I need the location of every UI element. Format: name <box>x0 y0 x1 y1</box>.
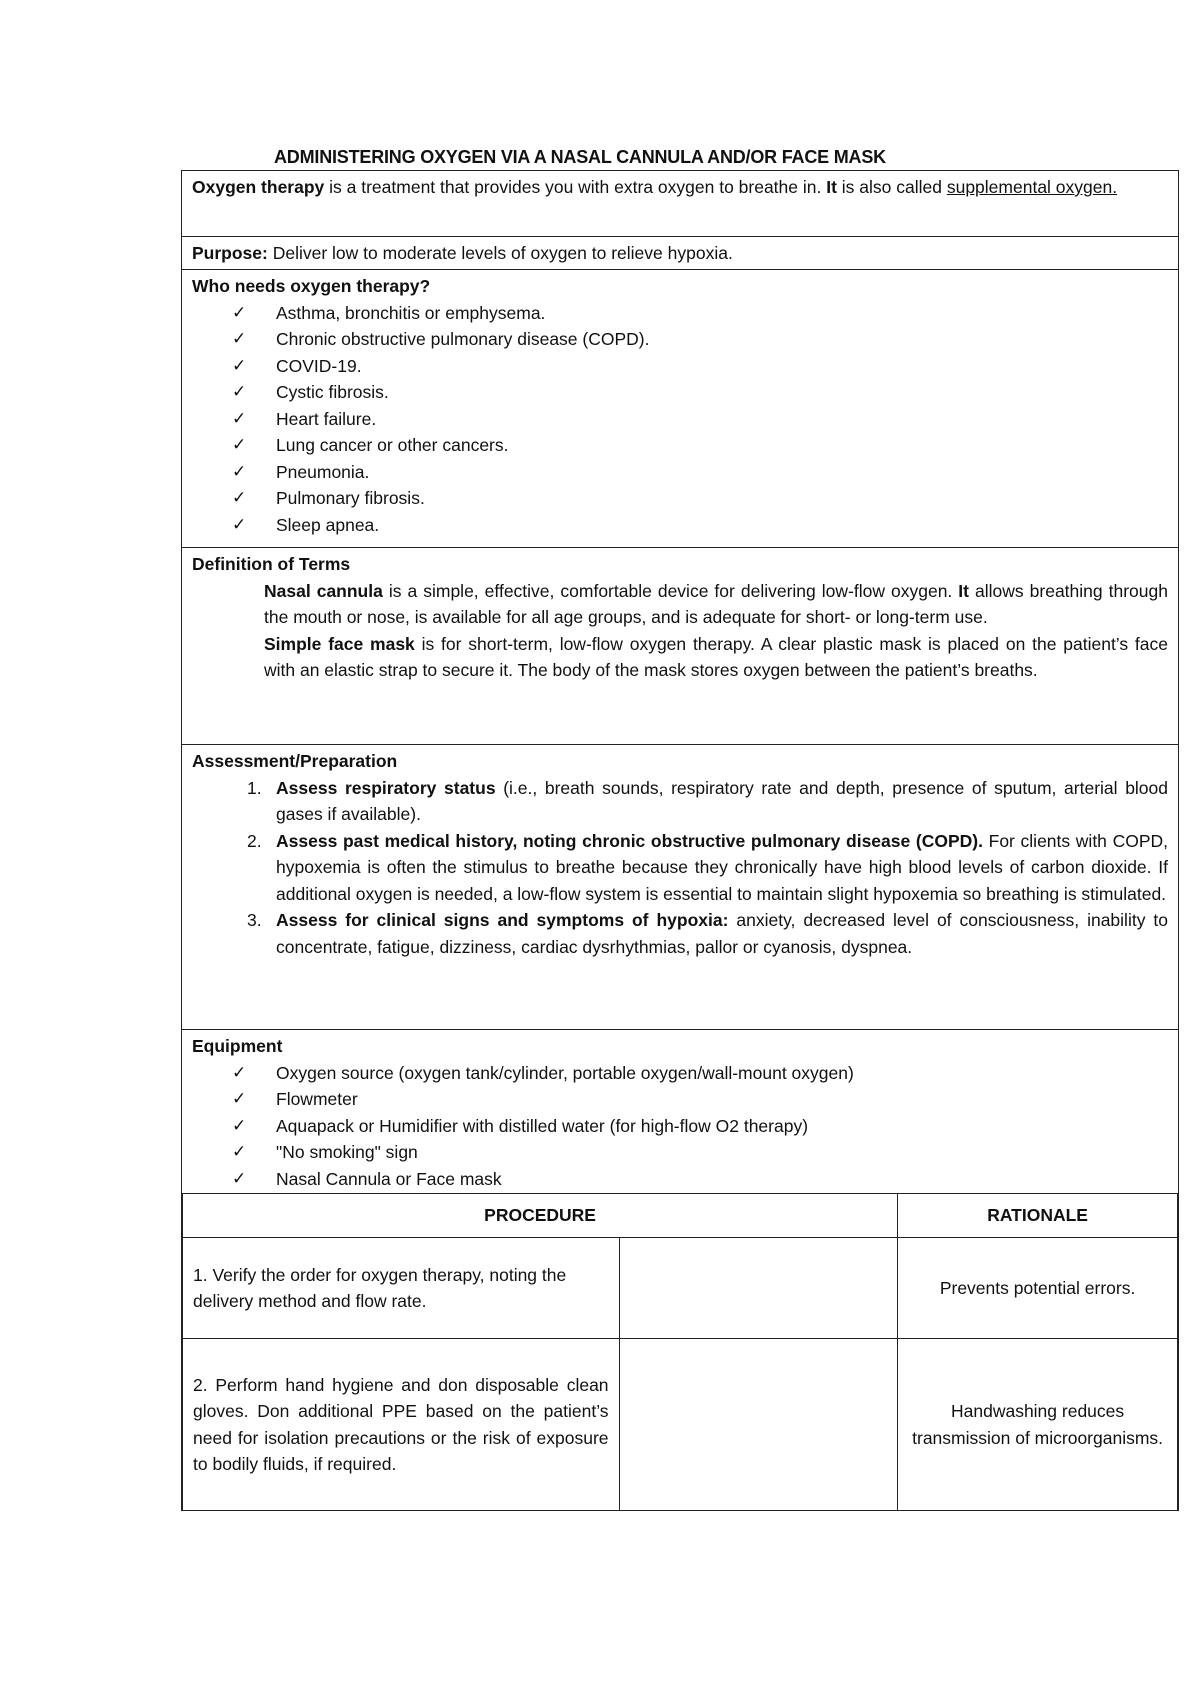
face-mask-term: Simple face mask <box>264 633 415 654</box>
item-text: anxiety, decreased level of consciousness, inability to concentrate, fatigue, dizziness, cardiac dysrhythmias, pallor or cyanosis, dyspnea. <box>276 910 1168 957</box>
face-mask-definition <box>192 631 1168 684</box>
supplemental-oxygen-link[interactable]: supplemental oxygen. <box>946 177 1118 197</box>
table-header-row <box>183 1194 1178 1238</box>
checkmark-icon: ✓ <box>232 1168 247 1188</box>
checkmark-icon: ✓ <box>232 488 247 507</box>
purpose-label: Purpose: <box>192 243 268 263</box>
list-item <box>232 432 1168 459</box>
purpose-text: Deliver low to moderate levels of oxygen to relieve hypoxia. <box>267 243 733 263</box>
checkmark-icon: ✓ <box>232 382 247 401</box>
intro-section <box>182 170 1178 236</box>
rationale-cell: Handwashing reduces transmission of microorganisms. <box>898 1339 1178 1511</box>
nasal-cannula-definition <box>192 578 1168 631</box>
list-item <box>232 907 1168 960</box>
list-item <box>232 406 1168 433</box>
list-item <box>232 1060 1168 1087</box>
list-item <box>232 1166 1168 1193</box>
oxygen-therapy-term: Oxygen therapy <box>192 177 325 197</box>
checkmark-icon: ✓ <box>232 408 247 428</box>
list-item-text: Nasal Cannula or Face mask <box>276 1168 502 1189</box>
content-table <box>181 170 1179 1511</box>
procedure-table <box>182 1193 1178 1511</box>
list-item <box>232 1139 1168 1166</box>
intro-also-text: is also called <box>836 177 947 197</box>
list-item <box>232 326 1168 353</box>
purpose-section <box>182 236 1178 269</box>
list-item-text: Sleep apnea. <box>276 514 380 535</box>
list-item <box>232 512 1168 539</box>
list-item-text: Asthma, bronchitis or emphysema. <box>276 302 546 323</box>
procedure-cell: 2. Perform hand hygiene and don disposable clean gloves. Don additional PPE based on the patient’s need for isolation precautions or the risk of exposure to bodily fluids, if required. <box>183 1339 620 1511</box>
nasal-cannula-text-2: allows breathing through the mouth or nose, is available for all age groups, and is adequate for short- or long-term use. <box>264 580 1168 627</box>
item-text: (i.e., breath sounds, respiratory rate and depth, presence of sputum, arterial blood gases if available). <box>276 777 1169 824</box>
item-number: 3. <box>247 910 262 930</box>
list-item <box>232 828 1168 908</box>
list-item <box>232 459 1168 486</box>
item-number: 1. <box>247 777 262 798</box>
assessment-heading: Assessment/Preparation <box>192 751 398 771</box>
document-title: ADMINISTERING OXYGEN VIA A NASAL CANNULA AND/OR FACE MASK <box>274 147 886 167</box>
equipment-section <box>182 1029 1178 1193</box>
nasal-cannula-text: is a simple, effective, comfortable device for delivering low-flow oxygen. <box>382 580 959 601</box>
item-bold: Assess respiratory status <box>276 777 496 798</box>
checkmark-icon: ✓ <box>232 461 247 481</box>
list-item-text: Heart failure. <box>276 408 377 429</box>
who-needs-heading: Who needs oxygen therapy? <box>192 276 431 296</box>
list-item <box>232 1113 1168 1140</box>
item-number: 2. <box>247 830 262 851</box>
table-row <box>183 1238 1178 1339</box>
list-item <box>232 300 1168 327</box>
assessment-section <box>182 744 1178 1029</box>
checkmark-icon: ✓ <box>232 435 247 454</box>
list-item-text: Pneumonia. <box>276 461 370 482</box>
who-needs-list <box>192 300 1168 539</box>
item-bold: Assess for clinical signs and symptoms of hypoxia: <box>276 910 729 930</box>
list-item-text: "No smoking" sign <box>276 1142 418 1162</box>
checkmark-icon: ✓ <box>232 514 247 534</box>
intro-text: is a treatment that provides you with extra oxygen to breathe in. <box>324 177 827 197</box>
who-needs-section <box>182 269 1178 547</box>
checkmark-icon: ✓ <box>232 1062 247 1082</box>
table-row <box>183 1339 1178 1511</box>
list-item <box>232 485 1168 512</box>
list-item-text: Pulmonary fibrosis. <box>276 488 425 508</box>
intro-it: It <box>826 177 837 197</box>
list-item-text: Flowmeter <box>276 1089 358 1109</box>
definitions-section <box>182 547 1178 744</box>
list-item-text: Oxygen source (oxygen tank/cylinder, portable oxygen/wall-mount oxygen) <box>276 1062 854 1083</box>
equipment-list <box>192 1060 1168 1193</box>
checkmark-icon: ✓ <box>232 1142 247 1161</box>
blank-cell <box>619 1339 898 1511</box>
rationale-cell: Prevents potential errors. <box>898 1238 1178 1339</box>
nasal-cannula-term: Nasal cannula <box>264 580 383 601</box>
checkmark-icon: ✓ <box>232 302 247 322</box>
checkmark-icon: ✓ <box>232 1115 247 1135</box>
checkmark-icon: ✓ <box>232 355 247 375</box>
procedure-cell: 1. Verify the order for oxygen therapy, noting the delivery method and flow rate. <box>183 1238 620 1339</box>
nasal-cannula-it: It <box>958 580 969 601</box>
checkmark-icon: ✓ <box>232 1089 247 1108</box>
list-item-text: Chronic obstructive pulmonary disease (COPD). <box>276 329 650 349</box>
list-item-text: Cystic fibrosis. <box>276 382 389 402</box>
list-item <box>232 353 1168 380</box>
face-mask-text: is for short-term, low-flow oxygen therapy. A clear plastic mask is placed on the patient’s face with an elastic strap to secure it. The body of the mask stores oxygen between the patient’s breaths. <box>264 633 1169 680</box>
checkmark-icon: ✓ <box>232 329 247 348</box>
list-item-text: Aquapack or Humidifier with distilled water (for high-flow O2 therapy) <box>276 1115 809 1136</box>
equipment-heading: Equipment <box>192 1036 283 1056</box>
item-bold: Assess past medical history, noting chronic obstructive pulmonary disease (COPD). <box>276 830 983 851</box>
procedure-header: PROCEDURE <box>183 1194 898 1238</box>
definitions-heading: Definition of Terms <box>192 554 351 574</box>
list-item <box>232 1086 1168 1113</box>
list-item-text: COVID-19. <box>276 355 362 376</box>
list-item-text: Lung cancer or other cancers. <box>276 435 509 455</box>
blank-cell <box>619 1238 898 1339</box>
list-item <box>232 775 1168 828</box>
item-text: For clients with COPD, hypoxemia is often the stimulus to breathe because they chronically have high blood levels of carbon dioxide. If additional oxygen is needed, a low-flow system is essential to maintain slight hypoxemia so breathing is stimulated. <box>276 830 1168 904</box>
assessment-list <box>192 775 1168 961</box>
list-item <box>232 379 1168 406</box>
rationale-header: RATIONALE <box>898 1194 1178 1238</box>
